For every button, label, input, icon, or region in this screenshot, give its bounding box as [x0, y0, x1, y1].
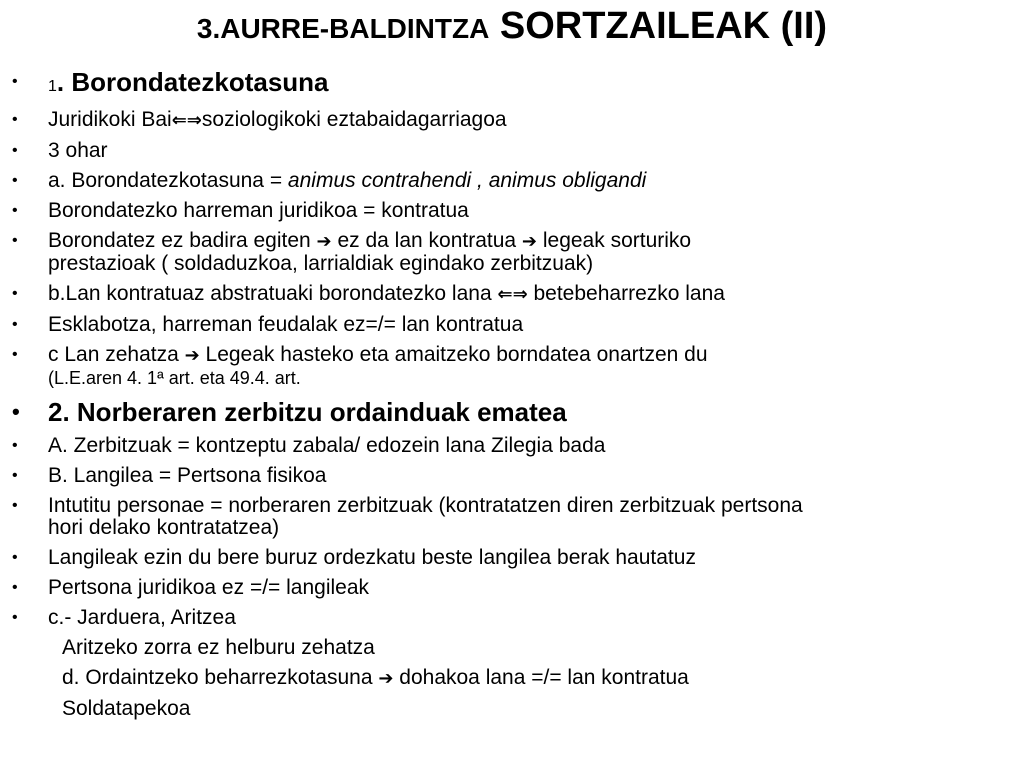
bullet-icon: •: [12, 346, 18, 363]
right-arrow-icon: ➔: [521, 231, 538, 252]
item-text-b: dohakoa lana =/= lan kontratua: [393, 666, 689, 689]
right-arrow-icon: ➔: [316, 231, 332, 252]
item-text-a: Juridikoki Bai: [48, 108, 172, 131]
title-part-2: SORTZAILEAK (II): [489, 5, 828, 47]
item-text-b: soziologikoki eztabaidagarriagoa: [201, 108, 507, 131]
bullet-icon: •: [12, 579, 18, 596]
item-text: Langileak ezin du bere buruz ordezkatu beste langilea berak hautatuz: [48, 546, 696, 569]
item-heading: 2. Norberaren zerbitzu ordainduak ematea: [48, 397, 567, 427]
list-item-lan-zehatza: [0, 340, 1000, 393]
item-text: Esklabotza, harreman feudalak ez=/= lan kontratua: [48, 313, 524, 336]
item-text-c: (L.E.aren 4. 1ª art. eta 49.4. art.: [48, 368, 301, 388]
list-item-ordezkatu: [0, 543, 1000, 573]
slide-title: [0, 4, 1024, 56]
item-text-b: hori delako kontratatzea): [48, 516, 280, 539]
list-item-borondatez-ez: [0, 226, 1000, 279]
item-text-a: Intutitu personae = norberaren zerbitzuak (kontratatzen diren zerbitzuak pertsona: [48, 494, 803, 517]
bullet-icon: •: [12, 609, 18, 626]
right-arrow-icon: ➔: [184, 345, 200, 366]
item-text-italic: animus contrahendi , animus obligandi: [287, 169, 647, 192]
list-item-animus: [0, 166, 1000, 196]
list-item-pertsona-juridikoa: [0, 573, 1000, 603]
item-text: 3 ohar: [48, 139, 108, 162]
list-item-intutitu-personae: [0, 491, 1000, 543]
item-heading: . Borondatezkotasuna: [56, 67, 329, 97]
item-text: Borondatezko harreman juridikoa = kontratua: [48, 199, 469, 222]
title-part-1: 3.AURRE-BALDINTZA: [196, 13, 490, 44]
item-text-a: Borondatez ez badira egiten: [48, 229, 317, 252]
item-text: Soldatapekoa: [62, 697, 191, 720]
list-item-esklabotza: [0, 310, 1000, 340]
list-item-norberaren-zerbitzu: [0, 393, 1000, 431]
bullet-icon: •: [12, 73, 18, 90]
item-text-a: d. Ordaintzeko beharrezkotasuna: [62, 666, 379, 689]
double-arrow-icon: ⇐⇒: [171, 110, 202, 131]
bullet-icon: •: [12, 549, 18, 566]
item-text-b: Legeak hasteko eta amaitzeko borndatea onartzen du: [199, 343, 708, 366]
item-text-a: c Lan zehatza: [48, 343, 185, 366]
list-item-aritzeko-zorra: [0, 633, 1000, 663]
list-item-harreman-juridikoa: [0, 196, 1000, 226]
item-text: A. Zerbitzuak = kontzeptu zabala/ edozein lana Zilegia bada: [48, 434, 606, 457]
item-number: 1: [48, 78, 57, 95]
bullet-icon: •: [12, 497, 18, 514]
bullet-icon: •: [12, 142, 18, 159]
bullet-list: [0, 64, 1000, 724]
right-arrow-icon: ➔: [378, 668, 394, 689]
bullet-icon: •: [12, 285, 18, 302]
item-text-a: b.Lan kontratuaz abstratuaki borondatezko lana: [48, 282, 498, 305]
list-item-3-ohar: [0, 136, 1000, 166]
bullet-icon: •: [12, 399, 20, 424]
list-item-abstratuaki: [0, 279, 1000, 310]
bullet-icon: •: [12, 437, 18, 454]
bullet-icon: •: [12, 172, 18, 189]
bullet-icon: •: [12, 111, 18, 128]
double-arrow-icon: ⇐⇒: [497, 284, 528, 305]
item-text-d: prestazioak ( soldaduzkoa, larrialdiak egindako zerbitzuak): [48, 252, 594, 275]
item-text-b: betebeharrezko lana: [527, 282, 725, 305]
item-text-c: legeak sorturiko: [537, 229, 692, 252]
list-item-juridikoki: [0, 105, 1000, 136]
bullet-icon: •: [12, 232, 18, 249]
list-item-langilea: [0, 461, 1000, 491]
bullet-icon: •: [12, 202, 18, 219]
list-item-zerbitzuak: [0, 431, 1000, 461]
item-text: B. Langilea = Pertsona fisikoa: [48, 464, 327, 487]
item-text: c.- Jarduera, Aritzea: [48, 606, 236, 629]
item-text-a: a. Borondatezkotasuna =: [48, 169, 288, 192]
item-text: Pertsona juridikoa ez =/= langileak: [48, 576, 370, 599]
list-item-ordaintzeko: [0, 663, 1000, 694]
item-text: Aritzeko zorra ez helburu zehatza: [62, 636, 375, 659]
bullet-icon: •: [12, 316, 18, 333]
list-item-soldatapekoa: [0, 694, 1000, 724]
item-text-b: ez da lan kontratua: [331, 229, 522, 252]
bullet-icon: •: [12, 467, 18, 484]
list-item-borondatezkotasuna: [0, 64, 1000, 105]
list-item-jarduera: [0, 603, 1000, 633]
